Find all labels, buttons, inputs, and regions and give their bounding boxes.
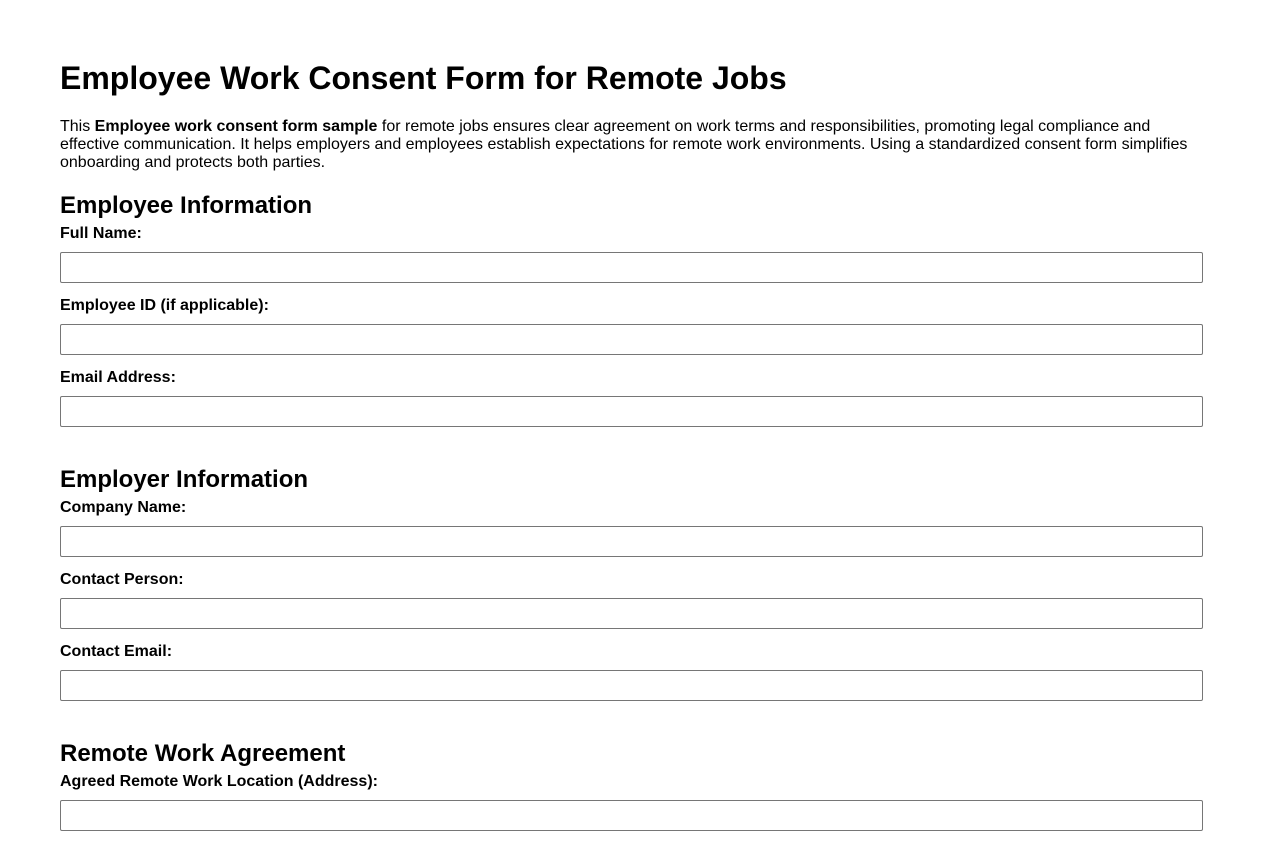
remote-work-location-input[interactable] bbox=[60, 800, 1203, 831]
remote-work-location-label: Agreed Remote Work Location (Address): bbox=[60, 773, 378, 790]
contact-email-input[interactable] bbox=[60, 670, 1203, 701]
employee-id-label: Employee ID (if applicable): bbox=[60, 297, 269, 314]
full-name-label: Full Name: bbox=[60, 225, 142, 242]
contact-person-label: Contact Person: bbox=[60, 571, 184, 588]
field-employee-id bbox=[60, 297, 1203, 355]
section-employer-information bbox=[60, 466, 1203, 701]
intro-suffix: for remote jobs ensures clear agreement on work terms and responsibilities, promoting legal compliance and effective communication. It helps employers and employees establish expectations for remote work environments. Using a standardized consent form simplifies onboarding and protects both parties. bbox=[60, 118, 1188, 171]
email-address-label: Email Address: bbox=[60, 369, 176, 386]
page-title: Employee Work Consent Form for Remote Jobs bbox=[60, 60, 787, 96]
email-address-input[interactable] bbox=[60, 396, 1203, 427]
field-company-name bbox=[60, 499, 1203, 557]
field-full-name bbox=[60, 225, 1203, 283]
company-name-label: Company Name: bbox=[60, 499, 187, 516]
section-title-employee-information: Employee Information bbox=[60, 192, 313, 219]
field-email-address bbox=[60, 369, 1203, 427]
employee-id-input[interactable] bbox=[60, 324, 1203, 355]
contact-person-input[interactable] bbox=[60, 598, 1203, 629]
section-title-employer-information: Employer Information bbox=[60, 466, 309, 493]
field-contact-email bbox=[60, 643, 1203, 701]
field-remote-work-location bbox=[60, 773, 1203, 831]
intro-paragraph bbox=[60, 118, 1203, 172]
field-contact-person bbox=[60, 571, 1203, 629]
section-title-remote-work-agreement: Remote Work Agreement bbox=[60, 740, 346, 767]
intro-bold-phrase: Employee work consent form sample bbox=[94, 118, 378, 135]
contact-email-label: Contact Email: bbox=[60, 643, 173, 660]
section-remote-work-agreement bbox=[60, 740, 1203, 831]
section-employee-information bbox=[60, 192, 1203, 427]
intro-prefix: This bbox=[60, 118, 95, 135]
full-name-input[interactable] bbox=[60, 252, 1203, 283]
company-name-input[interactable] bbox=[60, 526, 1203, 557]
